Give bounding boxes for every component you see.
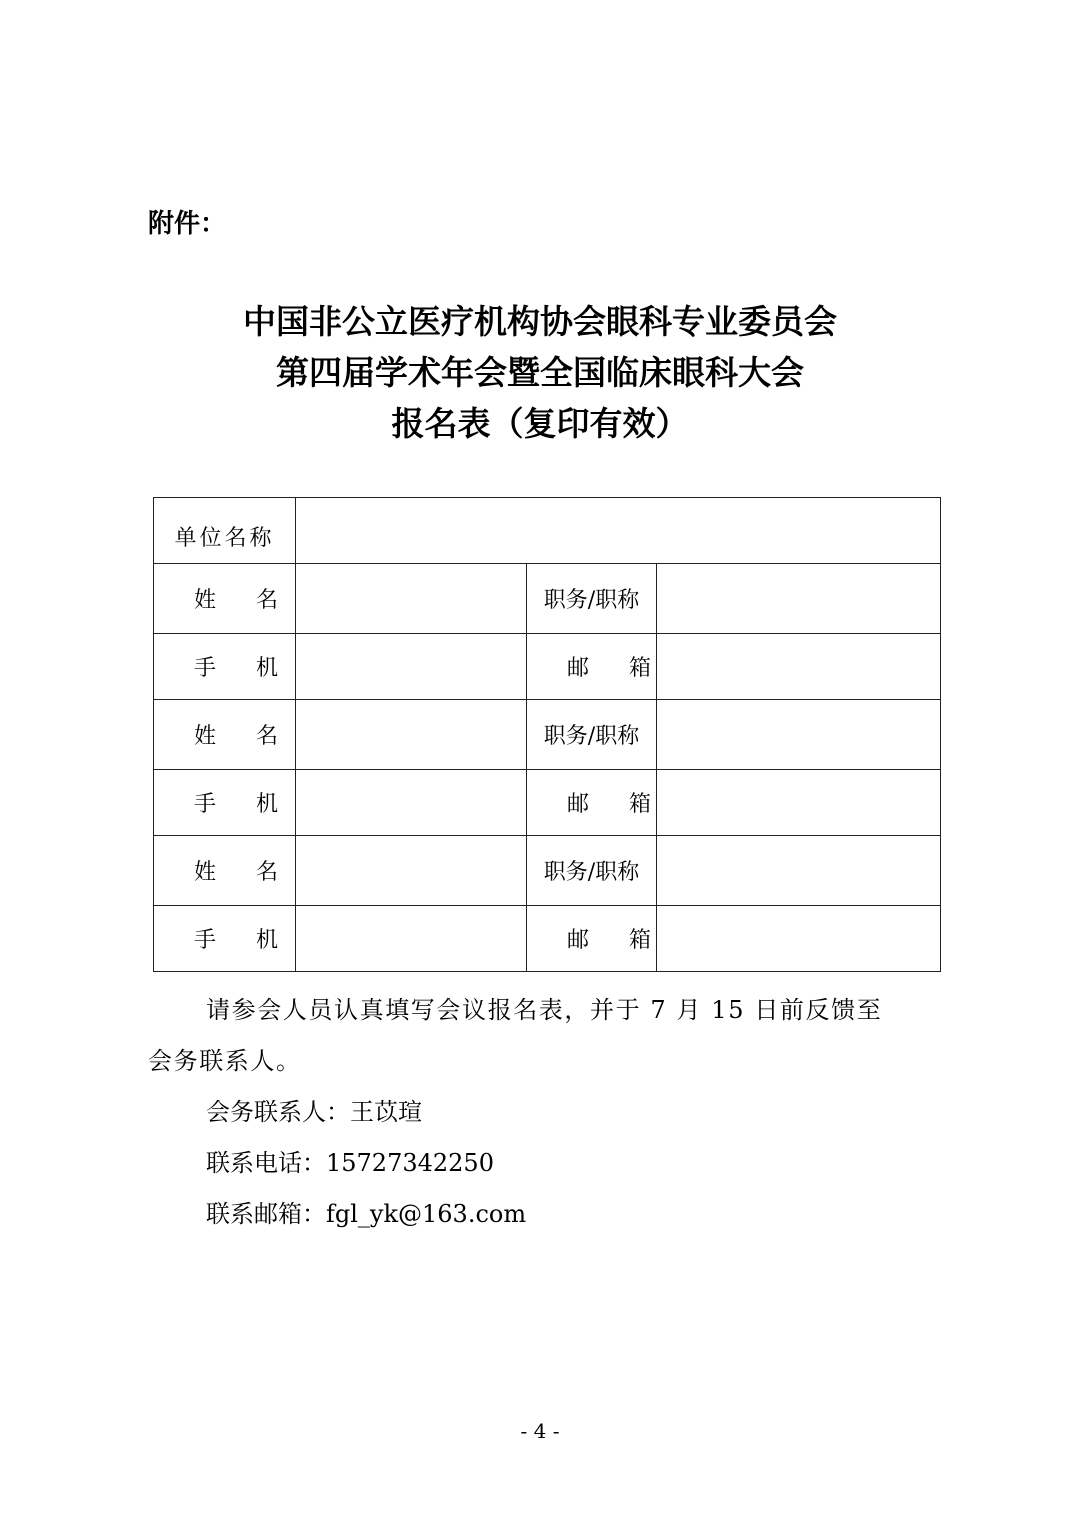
contact-person: 会务联系人：王苡瑄 [206,1098,422,1126]
email-label: 邮箱 [527,906,657,972]
title-line-1: 中国非公立医疗机构协会眼科专业委员会 [243,302,837,341]
attendee-3-name-field[interactable] [296,836,527,906]
attendee-3-contact-row [154,906,941,972]
attendee-1-position-field[interactable] [657,564,941,634]
attendee-3-name-row [154,836,941,906]
email-label: 邮箱 [527,634,657,700]
page-number: - 4 - [520,1419,560,1443]
attendee-2-contact-row [154,770,941,836]
attendee-3-position-field[interactable] [657,836,941,906]
attendee-2-position-field[interactable] [657,700,941,770]
notes-section [148,985,948,1240]
email-label: 邮箱 [527,770,657,836]
attendee-1-name-row [154,564,941,634]
unit-name-label: 单位名称 [154,498,296,564]
unit-row [154,498,941,564]
attendee-2-phone-field[interactable] [296,770,527,836]
contact-phone: 联系电话：15727342250 [206,1149,494,1177]
phone-label: 手机 [154,634,296,700]
attendee-1-name-field[interactable] [296,564,527,634]
attendee-1-contact-row [154,634,941,700]
attendee-2-name-row [154,700,941,770]
title-line-3: 报名表（复印有效） [391,404,689,443]
title-line-2: 第四届学术年会暨全国临床眼科大会 [276,353,804,392]
attendee-1-phone-field[interactable] [296,634,527,700]
attendee-1-email-field[interactable] [657,634,941,700]
position-label: 职务/职称 [527,700,657,770]
phone-label: 手机 [154,906,296,972]
instruction-line-1: 请参会人员认真填写会议报名表，并于 7 月 15 日前反馈至 [206,996,883,1024]
position-label: 职务/职称 [527,836,657,906]
attendee-2-email-field[interactable] [657,770,941,836]
registration-form-table [153,497,941,972]
phone-label: 手机 [154,770,296,836]
unit-name-field[interactable] [296,498,941,564]
name-label: 姓名 [154,700,296,770]
attendee-3-phone-field[interactable] [296,906,527,972]
document-title [0,296,1080,449]
instruction-line-2: 会务联系人。 [148,1047,302,1075]
position-label: 职务/职称 [527,564,657,634]
name-label: 姓名 [154,564,296,634]
attendee-3-email-field[interactable] [657,906,941,972]
contact-email: 联系邮箱：fgl_yk@163.com [206,1200,527,1228]
name-label: 姓名 [154,836,296,906]
attachment-label: 附件： [148,209,227,239]
attendee-2-name-field[interactable] [296,700,527,770]
